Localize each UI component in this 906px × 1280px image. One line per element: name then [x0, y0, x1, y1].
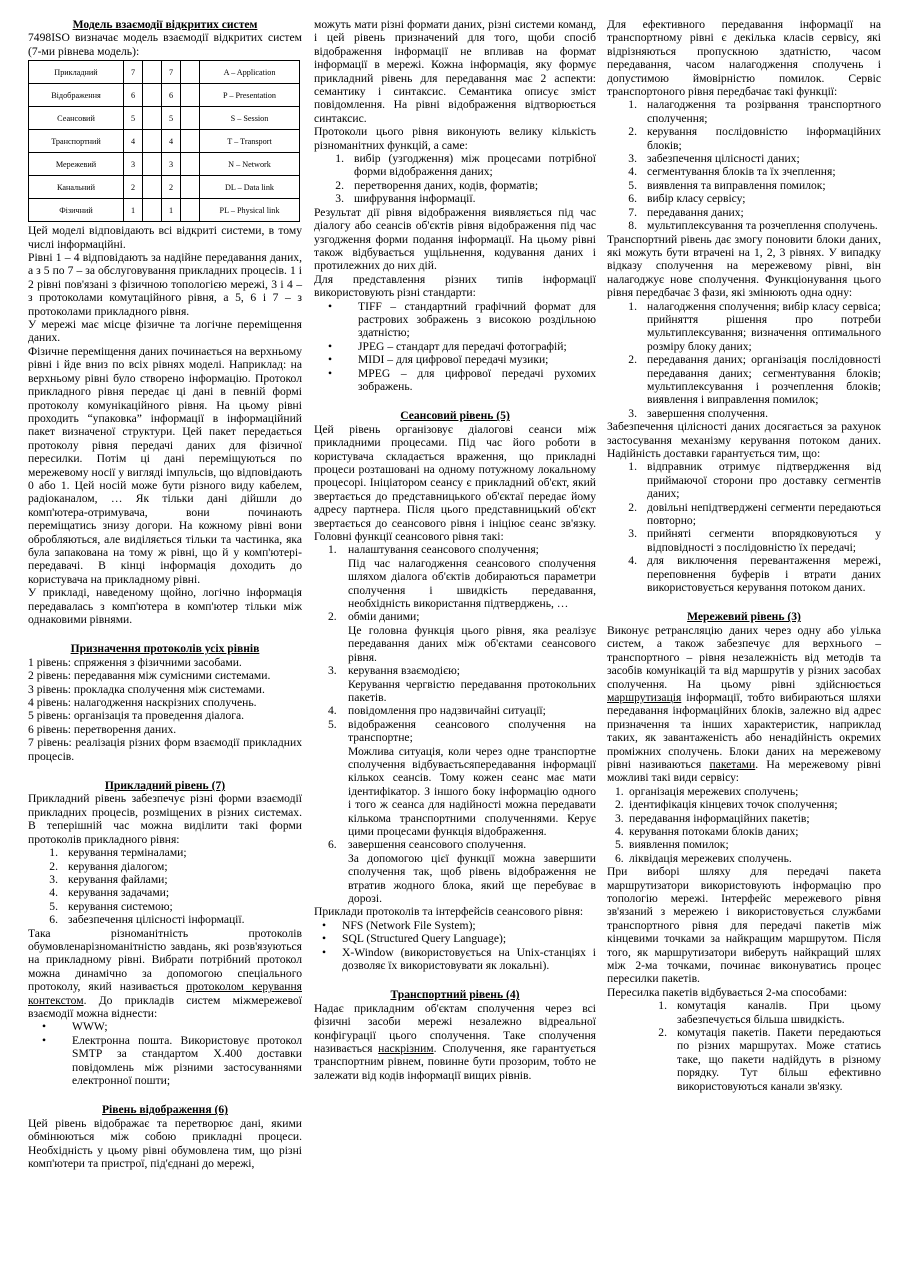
- application-functions-list: [28, 846, 302, 926]
- list-item: [314, 300, 596, 340]
- list-item-text: перетворення даних, кодів, форматів;: [354, 178, 539, 192]
- purpose-list: [28, 656, 302, 763]
- layer-number-cell: 5: [162, 107, 181, 130]
- list-marker: 2.: [658, 1026, 667, 1040]
- section-heading-transport: Транспортний рівень (4): [390, 988, 520, 1002]
- layer-code-cell: PL – Physical link: [200, 199, 300, 222]
- osi-table-row: [29, 153, 300, 176]
- forwarding-methods-list: [607, 999, 881, 1093]
- list-item-text: Електронна пошта. Використовує протокол SMTP за стандартом X.400 доставки повідомлень між різними застосуваннями електронної пошти;: [72, 1033, 302, 1087]
- spacer-cell: [181, 130, 200, 153]
- list-marker: 4.: [328, 704, 337, 718]
- spacer-cell: [143, 153, 162, 176]
- list-item: [607, 219, 881, 232]
- layer-number-cell: 6: [124, 84, 143, 107]
- list-item-text: передавання даних; організація послідовності передавання даних; сегментування блоків; мультиплексування і розчеплення блоків; виявлення і виправлення помилок;: [647, 353, 881, 407]
- list-marker: 6.: [628, 192, 637, 206]
- spacer-cell: [143, 176, 162, 199]
- list-item: [314, 179, 596, 192]
- list-marker: 8.: [628, 219, 637, 233]
- paragraph: [314, 1002, 596, 1082]
- list-item-text: відправник отримує підтвердження від приймаючої сторони про доставку сегментів даних;: [647, 460, 881, 501]
- list-marker: 1.: [49, 846, 58, 860]
- list-marker: 2.: [628, 500, 637, 514]
- layer-code-cell: DL – Data link: [200, 176, 300, 199]
- list-item: [607, 407, 881, 420]
- layer-name-cell: Фізичний: [29, 199, 124, 222]
- list-item-text: керування файлами;: [68, 872, 168, 886]
- list-marker: 5.: [328, 717, 337, 731]
- text-span: . На мережевому рівні можливі такі види сервісу:: [607, 757, 881, 785]
- list-item: [28, 886, 302, 899]
- list-item: [607, 999, 881, 1026]
- osi-table-row: [29, 176, 300, 199]
- list-item-text: ліквідація мережевих сполучень.: [629, 851, 792, 865]
- paragraph: Рівні 1 – 4 відповідають за надійне передавання даних, а з 5 по 7 – за обслуговування прикладних процесів. 1 і 2 рівні пов'язані з фізичною топологією мережі, 3 і 4 – з протоколами комутаційного рівня, а 5, 6 і 7 – з протоколами прикладного рівня.: [28, 251, 302, 318]
- layer-name-cell: Мережевий: [29, 153, 124, 176]
- list-marker: •: [328, 353, 333, 367]
- paragraph: Цей рівень відображає та перетворює дані, якими обмінюються між собою прикладні процеси. Необхідність у цьому рівні обумовлена тим, що різні комп'ютери та пристрої, під'єднані до мережі,: [28, 1116, 302, 1171]
- list-item: [607, 165, 881, 178]
- list-item: [28, 1020, 302, 1033]
- purpose-item: 6 рівень: перетворення даних.: [28, 722, 177, 736]
- list-item: [314, 946, 596, 973]
- paragraph: У прикладі, наведеному щойно, логічно інформація передавалась з комп'ютера в комп'ютер тільки між однаковими рівнями.: [28, 586, 302, 626]
- list-item: [28, 900, 302, 913]
- session-function-description: Керування чергвістю передавання протокольних пакетів.: [348, 677, 596, 704]
- column-1: [28, 18, 302, 1170]
- layer-number-cell: 7: [162, 61, 181, 84]
- list-marker: 3.: [615, 811, 624, 825]
- paragraph: Результат дії рівня відображення виявляється під час діалогу або сеансів об'єктів рівня відображення під час узгодження форми подання інформації. На цьому рівні також відбувається ущільнення, кодування даних і протилежних до них дій.: [314, 205, 596, 273]
- text-span: Виконує ретрансляцію даних через одну або уілька систем, а також забезпечує для верхнього – транспортного – рівня незалежність від методів та засобів комунікацій та від маршрутів у різних засобах сполучення. На цьому рівні здійснюється: [607, 623, 881, 691]
- purpose-item: 5 рівень: організація та проведення діалога.: [28, 709, 245, 723]
- list-item: [607, 152, 881, 165]
- list-item: [607, 798, 881, 811]
- paragraph: Фізичне переміщення даних починається на верхньому рівні і йде вниз по всіх рівнях моделі. Наприклад: на верхньому рівні було створено інформацію. Протокол прикладного рівня передає ці дані в певній формі протоколу комунікаційного рівня. На цьому рівні проходить “упаковка” інформації в інформаційний пакет визначеної структури. Цей пакет передається протоколу рівня передачі даних для фізичної пересилки. Потім ці дані переміщуються по мережевому носії у вигляді імпульсів, що відповідають 0 або 1. Цей носій може бути різного виду кабелем, радіоканалом, … Як тільки дані дійшли до комп'ютера-отримувача, вони починають переміщатись знизу догори. На кожному рівні вони обробляються, але виділяється тільки та частинка, яка була запакована на тому ж рівні, що й у комп'ютері-передавачі. В кінці інформація доходить до користувача на прикладному рівні.: [28, 344, 302, 586]
- paragraph: Цей рівень організовує діалогові сеанси між прикладними процесами. Під час його роботи в користувача складається враження, що прикладні процеси розташовані на одному потужному локальному процесорі. Ініціатором сеансу є прикладний об'єкт, який звертається до представницького об'єктаї передає йому адресу партнера. Після цього представницький об'єкт звертається до сеансового рівня і ініціює сеанс зв'язку. Головні функції сеансового рівня такі:: [314, 422, 596, 544]
- underlined-term: наскрізним: [378, 1042, 434, 1056]
- session-function-item: [314, 838, 596, 851]
- paragraph: Забезпечення цілісності даних досягається за рахунок застосування механізму керування потоком даних. Надійність доставки гарантується тим, що:: [607, 420, 881, 460]
- text-span: . Сполучення, яке гарантується транспортним рівнем, повинне бути прозорим, тобто не залежати від кодів інформації вищих рівнів.: [314, 1042, 596, 1082]
- list-item: [314, 932, 596, 945]
- list-marker: 2.: [615, 798, 624, 812]
- section-heading-purpose: Призначення протоколів усіх рівнів: [70, 642, 260, 656]
- session-function-description: Це головна функція цього рівня, яка реалізує передавання даних між об'єктами сеансового рівня.: [348, 623, 596, 664]
- list-marker: •: [322, 932, 327, 946]
- osi-model-title: Модель взаємодії відкритих систем: [72, 18, 258, 31]
- list-marker: •: [322, 945, 327, 959]
- spacer-cell: [143, 84, 162, 107]
- list-marker: 3.: [328, 664, 337, 678]
- list-item: [607, 206, 881, 219]
- list-item-text: довільні непідтверджені сегменти передаються повторно;: [647, 500, 881, 528]
- list-item-text: обміи даними;: [348, 610, 420, 624]
- list-marker: 1.: [615, 784, 624, 798]
- osi-table-row: [29, 61, 300, 84]
- list-item: [607, 125, 881, 152]
- session-function-description: За допомогою цієї функції можна завершити сполучення так, щоб рівень відображення не втратив жодного блока, який ще перебуває в дорозі.: [348, 851, 596, 905]
- list-marker: 6.: [49, 913, 58, 927]
- osi-table-row: [29, 84, 300, 107]
- list-marker: 3.: [335, 192, 344, 206]
- spacer-cell: [143, 130, 162, 153]
- text-span: . До прикладів систем міжмережевої взаємодії можна віднести:: [28, 993, 302, 1020]
- application-examples-list: [28, 1020, 302, 1087]
- standards-list: [314, 300, 596, 394]
- list-item-text: для виключення перевантаження мережі, переповнення буферів і втрати даних використовується керування потоком даних.: [647, 554, 881, 595]
- layer-code-cell: T – Transport: [200, 130, 300, 153]
- list-marker: 3.: [628, 406, 637, 420]
- list-marker: 3.: [628, 152, 637, 166]
- layer-code-cell: N – Network: [200, 153, 300, 176]
- list-item-text: керування терміналами;: [68, 846, 187, 860]
- session-function-description: Під час налагодження сеансового сполучення шляхом діалога об'єктів добираються параметри сполучення і швидкість передавання, необхідність використання підтверджень, …: [348, 556, 596, 611]
- list-item-text: забезпечення цілісності даних;: [647, 152, 800, 166]
- layer-number-cell: 6: [162, 84, 181, 107]
- list-item: [28, 860, 302, 873]
- list-item-text: керування діалогом;: [68, 859, 168, 873]
- paragraph: Пересилка пакетів відбувається 2-ма способами:: [607, 985, 848, 999]
- paragraph: Для представлення різних типів інформації використовують різні стандарти:: [314, 272, 596, 300]
- section-heading-session: Сеансовий рівень (5): [400, 409, 510, 423]
- list-item-text: налагодження та розірвання транспортного сполучення;: [647, 98, 881, 125]
- list-item-text: SQL (Structured Query Language);: [342, 932, 507, 946]
- spacer-cell: [181, 199, 200, 222]
- list-item: [607, 300, 881, 354]
- list-item: [607, 460, 881, 500]
- list-item-text: забезпечення цілісності інформації.: [68, 913, 245, 927]
- list-item: [28, 1034, 302, 1088]
- list-marker: 6.: [615, 851, 624, 865]
- list-item-text: організація мережевих сполучень;: [629, 784, 799, 798]
- spacer-cell: [143, 199, 162, 222]
- text-span: Надає прикладним об'єктам сполучення через всі фізичні засоби мережі незалежно відреальної конфігурації цього сполучення. Таке сполучення називається: [314, 1001, 596, 1056]
- section-heading-presentation: Рівень відображення (6): [101, 1103, 229, 1117]
- text-span: Така різноманітність протоколів обумовленарізноманітністю завдань, які розв'язуються на прикладному рівні. Вибрати потрібний протокол можна динамічно за допомогою спеціального протоколу, який називається: [28, 926, 302, 994]
- list-item-text: комутація каналів. При цьому забезпечується більша швидкість.: [677, 999, 881, 1026]
- paragraph: Протоколи цього рівня виконують велику кількість різноманітних функцій, а саме:: [314, 125, 596, 152]
- list-item-text: налагодження сполучення; вибір класу сервіса; прийняття рішення про потреби мультиплексування; визначення оптимального розміру блоку даних;: [647, 299, 881, 353]
- list-item: [314, 353, 596, 366]
- purpose-item: 4 рівень: налагодження наскрізних сполучень.: [28, 696, 257, 710]
- list-marker: •: [328, 299, 333, 313]
- list-marker: •: [328, 366, 333, 380]
- list-item-text: сегментування блоків та їх зчеплення;: [647, 165, 836, 179]
- spacer-cell: [181, 107, 200, 130]
- list-marker: 1.: [335, 152, 344, 166]
- section-heading-application: Прикладний рівень (7): [104, 779, 226, 793]
- intro-paragraph: 7498ISO визначає модель взаємодії відкритих систем (7-ми рівнева модель):: [28, 31, 302, 58]
- session-function-item: [314, 664, 596, 677]
- list-item: [607, 838, 881, 851]
- list-item: [314, 152, 596, 179]
- list-item-text: налаштування сеансового сполучення;: [348, 543, 539, 557]
- session-function-item: [314, 718, 596, 745]
- list-marker: 5.: [49, 899, 58, 913]
- paragraph: Транспортний рівень дає змогу поновити блоки даних, які можуть бути втрачені на 1, 2, 3 рівнях. У випадку відказу сполучення на мережевому рівні, він налагоджує нове сполучення. Функціонування цього рівня передбачає 3 фази, які змінюють одна одну:: [607, 232, 881, 300]
- list-marker: 2.: [328, 610, 337, 624]
- list-item: [607, 501, 881, 528]
- paragraph: можуть мати різні формати даних, різні системи команд, і цей рівень призначений для того, щоби спосіб відображення інформації не впливав на формат інформації в мережі. Кожна інформація, яку формує прикладний рівень для передавання має 2 аспекти: семантику і синтаксис. Семантика описує зміст повідомлення. На рівні відображення відтворюється синтаксис.: [314, 18, 596, 125]
- list-item-text: завершення сполучення.: [647, 406, 768, 420]
- list-marker: •: [322, 918, 327, 932]
- list-marker: 2.: [628, 353, 637, 367]
- layer-code-cell: A – Application: [200, 61, 300, 84]
- list-marker: 2.: [49, 859, 58, 873]
- list-item-text: вибір (узгодження) між процесами потрібної форми відображення даних;: [354, 152, 596, 179]
- layer-number-cell: 5: [124, 107, 143, 130]
- list-item: [607, 179, 881, 192]
- paragraph: [607, 624, 881, 785]
- paragraph: При виборі шляху для передачі пакета маршрутизатори використовують інформацію про топологію мережі. Інтерфейс мережевого рівня зв'язаний з мережею і використовується службами транспортного рівня для передачі пакетів між кінцевими точками за найкращим маршрутом. Після того, як маршрутизатори виберуть найкращий шлях між 2-ма точками, починає виконуватись процес пересилки пакетів.: [607, 865, 881, 986]
- paragraph: У мережі має місце фізичне та логічне переміщення даних.: [28, 318, 302, 345]
- list-item: [607, 852, 881, 865]
- spacer-cell: [181, 153, 200, 176]
- spacer-cell: [181, 84, 200, 107]
- session-function-item: [314, 610, 596, 623]
- list-marker: •: [42, 1020, 47, 1034]
- spacer-cell: [143, 61, 162, 84]
- layer-name-cell: Відображення: [29, 84, 124, 107]
- paragraph: Цей моделі відповідають всі відкриті системи, в тому числі інформаційні.: [28, 224, 302, 251]
- list-marker: 5.: [615, 838, 624, 852]
- list-item-text: керування потоками блоків даних;: [629, 824, 799, 838]
- list-item-text: вибір класу сервісу;: [647, 192, 746, 206]
- layer-name-cell: Сеансовий: [29, 107, 124, 130]
- section-heading-network: Мережевий рівень (3): [687, 610, 801, 624]
- list-marker: 3.: [49, 872, 58, 886]
- list-item-text: відображення сеансового сполучення на транспортне;: [348, 717, 596, 745]
- list-marker: 1.: [628, 98, 637, 112]
- layer-number-cell: 2: [162, 176, 181, 199]
- transport-functions-list: [607, 98, 881, 232]
- list-item: [314, 367, 596, 394]
- list-item: [28, 846, 302, 859]
- list-item: [607, 98, 881, 125]
- list-item: [607, 192, 881, 205]
- list-marker: 6.: [328, 838, 337, 852]
- osi-table-row: [29, 199, 300, 222]
- text-span: інформації, тобто вибираються шляхи передавання інформаційних блоків, залежно від адрес призначення та інших характеристик, наприклад таких, як завантаженість або ненадійність окремих проміжних сполучень. Блоки даних на мережевому рівні називаються: [607, 690, 881, 771]
- list-marker: 2.: [335, 178, 344, 192]
- layer-number-cell: 4: [162, 130, 181, 153]
- paragraph: Прикладний рівень забезпечує різні форми взаємодії прикладних процесів, розміщених в різних системах. В теперішній час можна виділити такі форми протоколів прикладного рівня:: [28, 792, 302, 846]
- layer-number-cell: 1: [162, 199, 181, 222]
- spacer-cell: [181, 176, 200, 199]
- list-marker: 1.: [328, 543, 337, 557]
- underlined-term: маршрутизація: [607, 690, 682, 704]
- list-marker: 4.: [615, 824, 624, 838]
- list-item-text: ідентифікація кінцевих точок сполучення;: [629, 798, 838, 812]
- list-item: [607, 825, 881, 838]
- transport-phases-list: [607, 300, 881, 421]
- list-marker: 4.: [628, 554, 637, 568]
- list-item-text: шифрування інформації.: [354, 192, 476, 206]
- reliability-list: [607, 460, 881, 594]
- list-item-text: NFS (Network File System);: [342, 918, 476, 932]
- list-item-text: MIDI – для цифрової передачі музики;: [358, 353, 549, 367]
- list-marker: 2.: [628, 125, 637, 139]
- list-item-text: керування системою;: [68, 899, 173, 913]
- layer-name-cell: Транспортний: [29, 130, 124, 153]
- layer-name-cell: Канальний: [29, 176, 124, 199]
- layer-number-cell: 3: [124, 153, 143, 176]
- list-item-text: виявлення помилок;: [629, 838, 729, 852]
- list-item-text: WWW;: [72, 1020, 108, 1034]
- network-services-list: [607, 785, 881, 865]
- presentation-functions-list: [314, 152, 596, 206]
- list-item: [314, 919, 596, 932]
- list-marker: •: [328, 339, 333, 353]
- session-function-item: [314, 543, 596, 556]
- list-item: [314, 192, 596, 205]
- list-item: [28, 913, 302, 926]
- list-item-text: прийняті сегменти впорядковуються у відповідності з послідовністю їх передачі;: [647, 527, 881, 554]
- list-item-text: передавання інформаційних пакетів;: [629, 811, 810, 825]
- layer-number-cell: 1: [124, 199, 143, 222]
- list-item-text: завершення сеансового сполучення.: [348, 838, 527, 852]
- layer-number-cell: 2: [124, 176, 143, 199]
- list-item-text: передавання даних;: [647, 205, 744, 219]
- list-item-text: мультиплексування та розчеплення сполучень.: [647, 219, 878, 233]
- list-item: [607, 527, 881, 554]
- session-functions-list: [314, 543, 596, 905]
- list-item: [607, 1026, 881, 1093]
- list-item: [607, 554, 881, 594]
- list-marker: 1.: [628, 460, 637, 474]
- list-item: [314, 340, 596, 353]
- list-marker: 1.: [628, 299, 637, 313]
- list-item-text: комутація пакетів. Пакети передаються по різних маршрутах. Може статись таке, що пакети надійдуть в різному порядку. Тут більш ефективно використовуються канали зв'язку.: [677, 1026, 881, 1093]
- list-marker: 7.: [628, 205, 637, 219]
- list-item-text: JPEG – стандарт для передачі фотографій;: [358, 339, 567, 353]
- session-function-description: Можлива ситуація, коли через одне транспортне сполучення відбуваєтьсяпередавання інформації кількох сеансів. Тому кожен сеанс має мати ідентифікатор. З іншого боку інформацію одного і того ж сеанса для надійності можна передавати кількома транспортними сполученнями. Керує цими процесами функція відображення.: [348, 744, 596, 838]
- list-item: [607, 353, 881, 407]
- list-marker: 4.: [49, 886, 58, 900]
- layer-number-cell: 3: [162, 153, 181, 176]
- paragraph: Для ефективного передавання інформації на транспортному рівні є декілька класів сервісу, які відрізняються пропускною здатністю, часом передавання, часом налагодження сполучень і допустимою ймовірністю помилок. Сервіс транспортоного рівня передбачає такі функції:: [607, 18, 881, 99]
- spacer-cell: [143, 107, 162, 130]
- osi-table-row: [29, 107, 300, 130]
- purpose-item: 1 рівень: спряження з фізичними засобами.: [28, 655, 242, 669]
- purpose-item: 7 рівень: реалізація різних форм взаємодії прикладних процесів.: [28, 736, 302, 763]
- osi-table-row: [29, 130, 300, 153]
- list-item: [607, 812, 881, 825]
- spacer-cell: [181, 61, 200, 84]
- list-marker: 5.: [628, 178, 637, 192]
- layer-code-cell: P – Presentation: [200, 84, 300, 107]
- list-marker: 1.: [658, 999, 667, 1013]
- list-item-text: керування задачами;: [68, 886, 170, 900]
- list-item-text: керування взаємодією;: [348, 664, 460, 678]
- session-protocols-list: [314, 919, 596, 973]
- list-item-text: керування послідовністю інформаційних блоків;: [647, 125, 881, 152]
- list-item: [607, 785, 881, 798]
- column-2: [314, 18, 596, 1082]
- session-function-item: [314, 704, 596, 717]
- list-item-text: виявлення та виправлення помилок;: [647, 178, 826, 192]
- paragraph: [28, 927, 302, 1021]
- osi-layers-table: [28, 60, 300, 222]
- underlined-term: пакетами: [709, 757, 756, 771]
- layer-code-cell: S – Session: [200, 107, 300, 130]
- column-3: [607, 18, 881, 1093]
- paragraph: Приклади протоколів та інтерфейсів сеансового рівня:: [314, 905, 584, 919]
- underlined-term: протоколом керування контекстом: [28, 980, 302, 1007]
- list-item-text: повідомлення про надзвичайні ситуації;: [348, 704, 546, 718]
- list-item-text: MPEG – для цифрової передачі рухомих зображень.: [358, 366, 596, 393]
- list-marker: 4.: [628, 165, 637, 179]
- list-marker: 3.: [628, 527, 637, 541]
- list-item-text: X-Window (використовується на Unix-станціях і дозволяє їх використовувати як локальні).: [342, 945, 596, 973]
- list-item-text: TIFF – стандартний графічний формат для растрових зображень з високою роздільною здатністю;: [358, 299, 596, 340]
- layer-number-cell: 4: [124, 130, 143, 153]
- purpose-item: 3 рівень: прокладка сполучення між системами.: [28, 682, 265, 696]
- layer-number-cell: 7: [124, 61, 143, 84]
- list-marker: •: [42, 1033, 47, 1047]
- layer-name-cell: Прикладний: [29, 61, 124, 84]
- list-item: [28, 873, 302, 886]
- purpose-item: 2 рівень: передавання між сумісними системами.: [28, 669, 271, 683]
